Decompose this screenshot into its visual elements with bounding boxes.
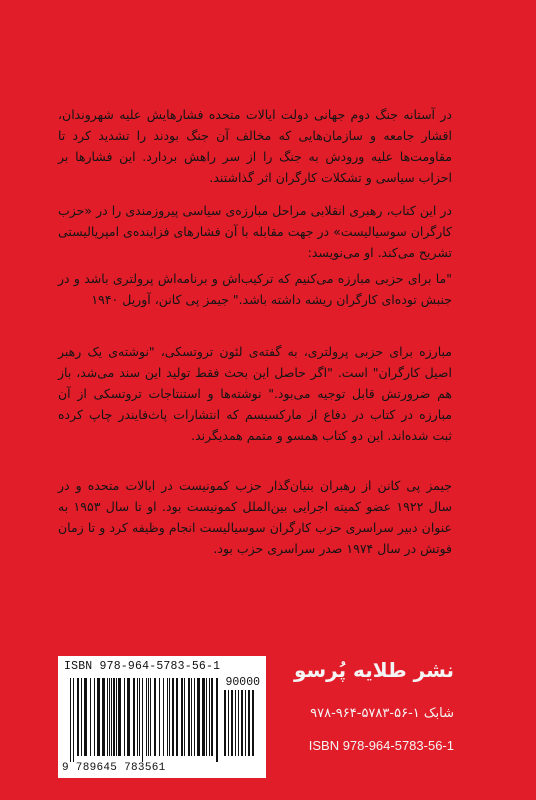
barcode-addon-code: 90000 <box>225 676 260 689</box>
quote-text: "ما برای حزبی مبارزه می‌کنیم که ترکیب‌اش و برنامه‌اش پرولتری باشد و در جنبش توده‌ای کارگران ریشه داشته باشد." جیمز پی کانن، آوریل ۱۹۴۰ <box>58 271 452 307</box>
barcode-isbn-label: ISBN 978-964-5783-56-1 <box>64 660 221 673</box>
blurb-paragraph-book <box>58 200 452 263</box>
blurb-text: مبارزه برای حزبی پرولتری، به گفته‌ی لئون تروتسکی، "نوشته‌ی یک رهبر اصیل کارگران" است. "اگر حاصل این بحث فقط تولید این سند می‌شد، باز هم ضرورتش قابل توجیه می‌بود." نوشته‌ها و استنتاجات تروتسکی از آن مبارزه در کتاب در دفاع از مارکسیسم که انتشارات پاث‌فایندر چاپ کرده ثبت شده‌اند. این دو کتاب همسو و متمم همدیگرند. <box>58 344 452 443</box>
barcode-digits: 9 789645 783561 <box>62 762 166 774</box>
blurb-quote-cannon <box>58 268 452 310</box>
publisher-shabak: شابک ۱-۵۶-۵۷۸۳-۹۶۴-۹۷۸ <box>310 706 454 721</box>
blurb-text: در آستانه جنگ دوم جهانی دولت ایالات متحده فشارهایش علیه شهروندان، اقشار جامعه و سازمان‌هایی که مخالف آن جنگ بودند را تشدید کرد تا مقاومت‌ها علیه ورودش به جنگ را از سر راهش بردارد. این فشارها بر احزاب سیاسی و تشکلات کارگران اثر گذاشتند. <box>58 107 452 185</box>
publisher-name: نشر طلایه پُرسو <box>293 658 454 682</box>
publisher-isbn: ISBN 978-964-5783-56-1 <box>308 738 454 753</box>
blurb-paragraph-intro <box>58 104 452 188</box>
barcode-bars-icon <box>68 678 258 762</box>
blurb-text: در این کتاب، رهبری انقلابی مراحل مبارزه‌ی سیاسی پیروزمندی را در «حزب کارگران سوسیالیست» در جهت مقابله با آن فشارهای فزاینده‌ی امپریالیستی تشریح می‌کند. او می‌نویسد: <box>58 203 452 260</box>
isbn-barcode <box>58 656 266 778</box>
bio-text: جیمز پی کانن از رهبران بنیان‌گذار حزب کمونیست در ایالات متحده و در سال ۱۹۲۲ عضو کمیته اجرایی بین‌الملل کمونیست بود. او تا سال ۱۹۵۳ به عنوان دبیر سراسری حزب کارگران سوسیالیست انجام وظیفه کرد و تا زمان فوتش در سال ۱۹۷۴ صدر سراسری حزب بود. <box>58 478 452 556</box>
author-bio <box>58 475 452 559</box>
blurb-paragraph-trotsky <box>58 341 452 446</box>
